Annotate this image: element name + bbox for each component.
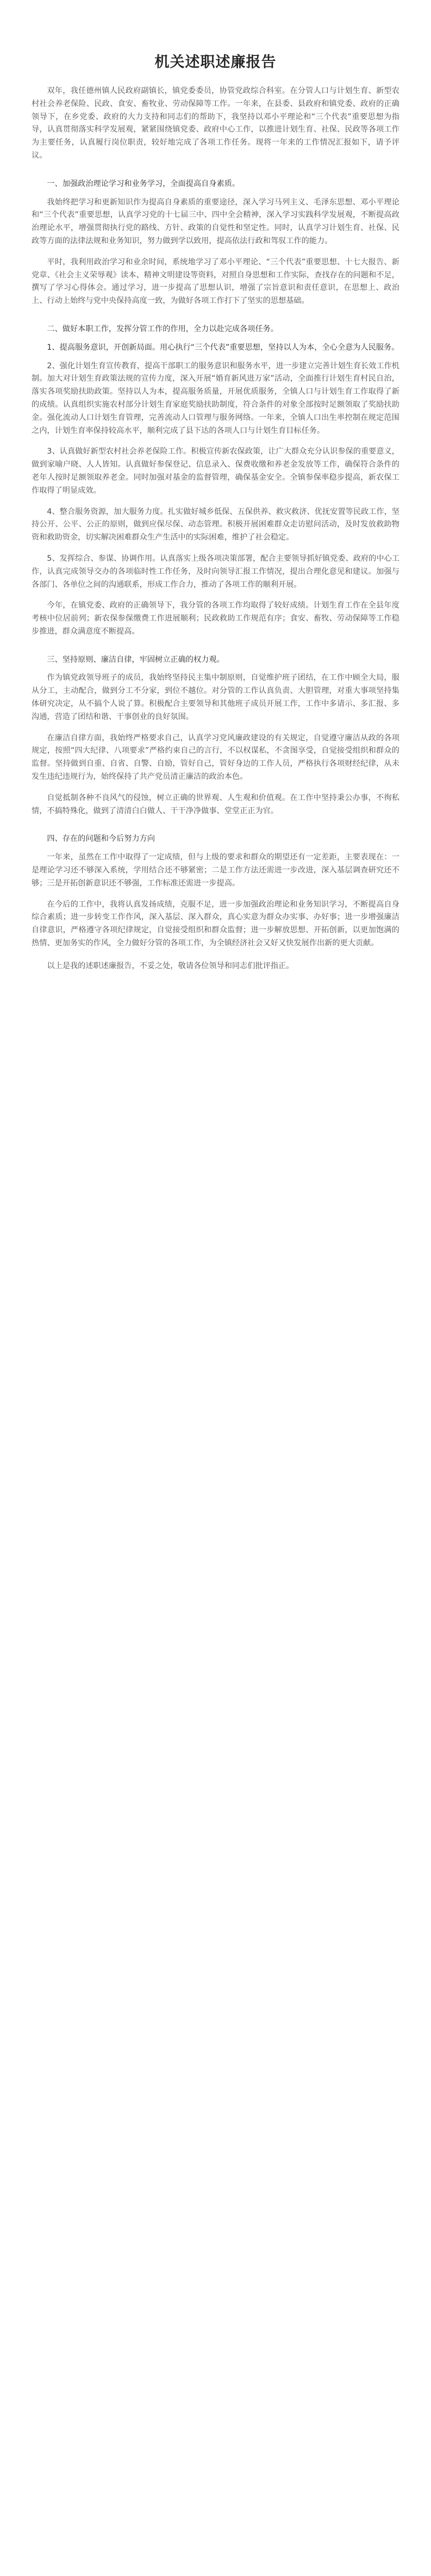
body-paragraph: 在廉洁自律方面，我始终严格要求自己，认真学习党风廉政建设的有关规定，自觉遵守廉洁从政的各项规定，按照“四大纪律、八项要求”严格约束自己的言行，不以权谋私，不贪图享受，自觉接受组织和群众的监督。坚持做到自重、自省、自警、自励，管好自己，管好身边的工作人员，严格执行各项财经纪律，从未发生违纪违规行为，始终保持了共产党员清正廉洁的政治本色。 <box>32 733 399 782</box>
body-paragraph: 3、认真做好新型农村社会养老保险工作。积极宣传新农保政策，让广大群众充分认识参保的重要意义，做到家喻户晓、人人皆知。认真做好参保登记、信息录入、保费收缴和养老金发放等工作，确保符合条件的老年人按时足额领取养老金。同时加强对基金的监督管理，确保基金安全。全镇参保率稳步提高，新农保工作取得了明显成效。 <box>32 447 399 495</box>
body-paragraph: 5、发挥综合、参谋、协调作用。认真落实上级各项决策部署，配合主要领导抓好镇党委、政府的中心工作，认真完成领导交办的各项临时性工作任务，及时向领导汇报工作情况，提出合理化意见和建议。加强与各部门、各单位之间的沟通联系，形成工作合力，推动了各项工作的顺利开展。 <box>32 554 399 589</box>
section-heading-4: 四、存在的问题和今后努力方向 <box>47 834 155 844</box>
body-paragraph: 自觉抵制各种不良风气的侵蚀，树立正确的世界观、人生观和价值观。在工作中坚持秉公办事，不徇私情，不搞特殊化，做到了清清白白做人、干干净净做事、堂堂正正为官。 <box>32 793 399 815</box>
body-paragraph: 在今后的工作中，我将认真发扬成绩，克服不足，进一步加强政治理论和业务知识学习，不断提高自身综合素质；进一步转变工作作风，深入基层、深入群众，真心实意为群众办实事、办好事；进一步增强廉洁自律意识，严格遵守各项纪律规定，自觉接受组织和群众监督；进一步解放思想、开拓创新，以更加饱满的热情、更加务实的作风，全力做好分管的各项工作，为全镇经济社会又好又快发展作出新的更大贡献。 <box>32 900 399 948</box>
body-paragraph: 作为镇党政领导班子的成员，我始终坚持民主集中制原则，自觉维护班子团结，在工作中顾全大局，服从分工，主动配合，做到分工不分家，到位不越位。对分管的工作认真负责、大胆管理，对重大事项坚持集体研究决定，从不搞个人说了算。积极配合主要领导和其他班子成员开展工作，工作中多请示、多汇报、多沟通，营造了团结和谐、干事创业的良好氛围。 <box>32 673 399 721</box>
body-paragraph: 4、整合服务资源，加大服务力度。扎实做好城乡低保、五保供养、救灾救济、优抚安置等民政工作，坚持公开、公平、公正的原则，做到应保尽保、动态管理。积极开展困难群众走访慰问活动，及时发放救助物资和救助资金，切实解决困难群众生产生活中的实际困难，维护了社会稳定。 <box>32 507 399 542</box>
document-body <box>32 85 399 973</box>
subsection-heading: 1、提高服务意识，开创新局面。用心执行“三个代表”重要思想，坚持以人为本，全心全意为人民服务。 <box>47 343 399 352</box>
body-paragraph: 2、强化计划生育宣传教育，提高干部职工的服务意识和服务水平，进一步建立完善计划生育长效工作机制。加大对计划生育政策法规的宣传力度，深入开展“婚育新风进万家”活动，全面推行计划生育村民自治，落实各项奖励扶助政策。坚持以人为本，提高服务质量，开展优质服务，全镇人口与计划生育工作取得了新的成绩。认真组织实施农村部分计划生育家庭奖励扶助制度，符合条件的对象全部按时足额领取了奖励扶助金。强化流动人口计划生育管理，完善流动人口管理与服务网络。一年来，全镇人口出生率控制在规定范围之内，计划生育率保持较高水平，顺利完成了县下达的各项人口与计划生育目标任务。 <box>32 361 399 435</box>
body-paragraph: 今年，在镇党委、政府的正确领导下，我分管的各项工作均取得了较好成绩。计划生育工作在全县年度考核中位居前列；新农保参保缴费工作进展顺利；民政救助工作规范有序；食安、畜牧、劳动保障等工作稳步推进，群众满意度不断提高。 <box>32 601 399 636</box>
closing-paragraph: 以上是我的述职述廉报告，不妥之处，敬请各位领导和同志们批评指正。 <box>47 961 294 970</box>
body-paragraph: 一年来，虽然在工作中取得了一定成绩，但与上级的要求和群众的期望还有一定差距，主要表现在：一是理论学习还不够深入系统，学用结合还不够紧密；二是工作方法还需进一步改进，深入基层调查研究还不够；三是开拓创新意识还不够强，工作标准还需进一步提高。 <box>32 853 399 888</box>
body-paragraph: 平时，我利用政治学习和业余时间，系统地学习了邓小平理论、“三个代表”重要思想、十七大报告、新党章、《社会主义荣辱观》读本、精神文明建设等资料，对照自身思想和工作实际，查找存在的问题和不足，撰写了学习心得体会。通过学习，进一步提高了思想认识，增强了宗旨意识和责任意识，在思想上、政治上、行动上始终与党中央保持高度一致，为做好各项工作打下了坚实的思想基础。 <box>32 257 399 306</box>
opening-paragraph: 双年，我任德州镇人民政府副镇长，镇党委委员，协管党政综合科室。在分管人口与计划生育、新型农村社会养老保险、民政、食安、畜牧业、劳动保障等工作。一年来，在县委、县政府和镇党委、政府的正确领导下，在乡党委、政府的大力支持和同志们的帮助下，我坚持以邓小平理论和“三个代表”重要思想为指导，认真贯彻落实科学发展观，紧紧围绕镇党委、政府中心工作，以推进计划生育、社保、民政等各项工作为主要任务，认真履行岗位职责，较好地完成了各项工作任务。现将一年来的工作情况汇报如下，请予评议。 <box>32 86 399 160</box>
section-heading-3: 三、坚持原则、廉洁自律，牢固树立正确的权力观。 <box>47 655 224 664</box>
section-heading-1: 一、加强政治理论学习和业务学习，全面提高自身素质。 <box>47 179 240 188</box>
section-heading-2: 二、做好本职工作，发挥分管工作的作用，全力以赴完成各项任务。 <box>47 324 279 333</box>
body-paragraph: 我始终把学习和更新知识作为提高自身素质的重要途径，深入学习马列主义、毛泽东思想、邓小平理论和“三个代表”重要思想，认真学习党的十七届三中、四中全会精神，深入学习实践科学发展观，不断提高政治理论水平，增强贯彻执行党的路线、方针、政策的自觉性和坚定性。同时，认真学习计划生育、社保、民政等方面的法律法规和业务知识，努力做到学以致用，提高依法行政和驾驭工作的能力。 <box>32 197 399 245</box>
document-title: 机关述职述廉报告 <box>154 54 277 71</box>
